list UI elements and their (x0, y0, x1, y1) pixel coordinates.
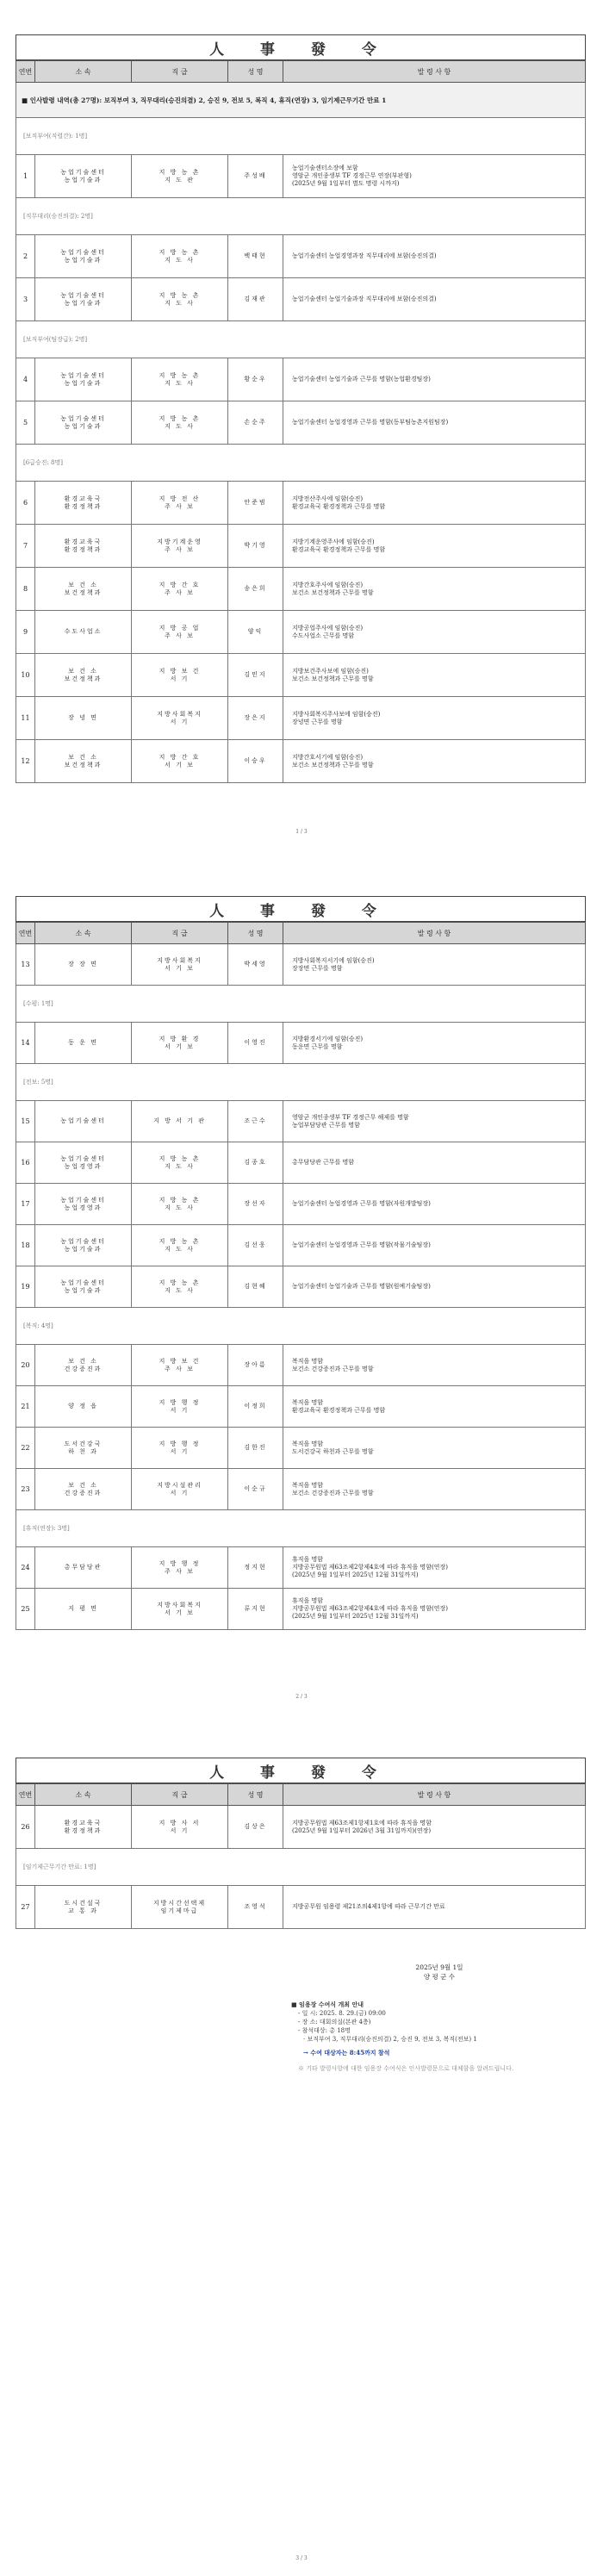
cell-org: 보 건 소 건강증진과 (35, 1345, 132, 1386)
cell-grade: 지 방 사 서 서 기 (132, 1806, 228, 1849)
cell-name: 정지현 (228, 1547, 283, 1589)
cell-name: 장아름 (228, 1345, 283, 1386)
cell-name: 김민지 (228, 654, 283, 697)
cell-org: 보 건 소 보건정책과 (35, 654, 132, 697)
cell-name: 이순규 (228, 1469, 283, 1510)
cell-no: 24 (16, 1547, 35, 1589)
notice-line: · 보직부여 3, 직무대리(승진의결) 2, 승진 9, 전보 3, 복직(전보) 1 (303, 2036, 477, 2043)
cell-org: 도서건강국 하 천 과 (35, 1428, 132, 1469)
table-row (16, 1142, 586, 1184)
cell-name: 주성배 (228, 155, 283, 198)
appointment-table (16, 1783, 586, 1929)
table-row (16, 1345, 586, 1386)
cell-name: 박세영 (228, 944, 283, 986)
cell-org: 보 건 소 건강증진과 (35, 1469, 132, 1510)
table-row (16, 697, 586, 740)
cell-no: 27 (16, 1886, 35, 1929)
cell-name: 김재관 (228, 278, 283, 321)
cell-name: 안준범 (228, 482, 283, 525)
header-detail: 발 령 사 항 (283, 923, 586, 944)
cell-detail: 복직을 명함 환경교육국 환경정책과 근무를 명함 (283, 1386, 586, 1428)
cell-name: 류지현 (228, 1589, 283, 1630)
cell-no: 7 (16, 525, 35, 568)
cell-org: 총무담당관 (35, 1547, 132, 1589)
table-row (16, 1225, 586, 1266)
cell-name: 장은지 (228, 697, 283, 740)
table-row (16, 525, 586, 568)
cell-name: 박기영 (228, 525, 283, 568)
group-header-row (16, 1308, 586, 1345)
cell-name: 김종호 (228, 1142, 283, 1184)
cell-no: 25 (16, 1589, 35, 1630)
cell-no: 18 (16, 1225, 35, 1266)
cell-detail: 지방공업주사에 임함(승진) 수도사업소 근무를 명함 (283, 611, 586, 654)
appointment-table (16, 922, 586, 1630)
table-header (16, 1784, 586, 1806)
cell-org: 농업기술센터 농업기술과 (35, 278, 132, 321)
group-header-row (16, 1510, 586, 1547)
cell-detail: 농업기술센터 농업경영과 근무를 명함(자원개발팀장) (283, 1184, 586, 1225)
table-row (16, 401, 586, 445)
signature-block (370, 1963, 508, 1982)
cell-no: 20 (16, 1345, 35, 1386)
cell-grade: 지 방 행 정 서 기 (132, 1428, 228, 1469)
cell-detail: 지방사회복지주사보에 임함(승진) 장녕면 근무를 명함 (283, 697, 586, 740)
cell-grade: 지 방 농 촌 지 도 사 (132, 1225, 228, 1266)
cell-name: 김현혜 (228, 1266, 283, 1308)
table-row (16, 278, 586, 321)
cell-grade: 지방사회복지 서 기 보 (132, 1589, 228, 1630)
cell-name: 송은희 (228, 568, 283, 611)
cell-no: 10 (16, 654, 35, 697)
header-no: 연번 (16, 61, 35, 83)
header-grade: 직 급 (132, 61, 228, 83)
cell-detail: 휴직을 명함 지방공무원법 제63조제2항제4호에 따라 휴직을 명함(연장) (2025년 9월 1일부터 2025년 12월 31일까지) (283, 1547, 586, 1589)
table-row (16, 1023, 586, 1064)
notice-line: - 장 소: 대회의실(본관 4층) (298, 2019, 371, 2025)
cell-detail: 농업기술센터 농업기술과 근무를 명함(원예기술팀장) (283, 1266, 586, 1308)
header-detail: 발 령 사 항 (283, 1784, 586, 1806)
cell-grade: 지 방 농 촌 지 도 사 (132, 1142, 228, 1184)
table-row (16, 482, 586, 525)
cell-org: 장 장 면 (35, 944, 132, 986)
cell-grade: 지 방 환 경 서 기 보 (132, 1023, 228, 1064)
cell-no: 11 (16, 697, 35, 740)
group-label: [보직부여(팀장급): 2명] (16, 321, 586, 358)
table-row (16, 1101, 586, 1142)
cell-detail: 지방공무원 임용령 제21조의4제1항에 따라 근무기간 만료 (283, 1886, 586, 1929)
cell-detail: 지방보건주사보에 임함(승진) 보건소 보건정책과 근무를 명함 (283, 654, 586, 697)
cell-name: 이승우 (228, 740, 283, 783)
cell-org: 도시건설국 교 통 과 (35, 1886, 132, 1929)
cell-grade: 지방기계운영 주 사 보 (132, 525, 228, 568)
cell-grade: 지 방 보 건 주 사 보 (132, 1345, 228, 1386)
cell-org: 장 녕 면 (35, 697, 132, 740)
cell-detail: 농업기술센터 농업경영과 근무를 명함(작물기술팀장) (283, 1225, 586, 1266)
cell-detail: 농업기술센터 농업기술과 근무를 명함(농업환경팀장) (283, 358, 586, 401)
cell-grade: 지방사회복지 서 기 (132, 697, 228, 740)
cell-no: 9 (16, 611, 35, 654)
cell-grade: 지 방 농 촌 지 도 사 (132, 1184, 228, 1225)
cell-name: 조근수 (228, 1101, 283, 1142)
cell-no: 1 (16, 155, 35, 198)
cell-detail: 농업기술센터 농업경영과장 직무대리에 보함(승진의결) (283, 235, 586, 278)
summary-text: ■ 인사발령 내역(총 27명): 보직부여 3, 직무대리(승진의결) 2, 승진 9, 전보 5, 복직 4, 휴직(연장) 3, 임기제근무기간 만료 1 (16, 83, 586, 118)
cell-name: 손순주 (228, 401, 283, 445)
document-title: 人 事 發 令 (16, 34, 586, 60)
document-title: 人 事 發 令 (16, 1758, 586, 1783)
cell-org: 보 건 소 보건정책과 (35, 568, 132, 611)
cell-grade: 지 방 보 건 서 기 (132, 654, 228, 697)
cell-org: 양 정 읍 (35, 1386, 132, 1428)
issue-date: 2025년 9월 1일 (415, 1963, 463, 1971)
ceremony-notice (291, 2000, 584, 2073)
table-row (16, 740, 586, 783)
group-label: [복직: 4명] (16, 1308, 586, 1345)
cell-detail: 지방사회복지서기에 임함(승진) 장장면 근무를 명함 (283, 944, 586, 986)
group-label: [수평: 1명] (16, 986, 586, 1023)
cell-name: 황순우 (228, 358, 283, 401)
cell-name: 백태현 (228, 235, 283, 278)
cell-no: 2 (16, 235, 35, 278)
cell-org: 농업기술센터 농업기술과 (35, 1266, 132, 1308)
header-no: 연번 (16, 1784, 35, 1806)
issuer-title: 양 평 군 수 (423, 1973, 456, 1981)
cell-grade: 지 방 간 호 서 기 보 (132, 740, 228, 783)
cell-grade: 지 방 전 산 주 사 보 (132, 482, 228, 525)
table-row (16, 944, 586, 986)
cell-org: 농업기술센터 농업경영과 (35, 1142, 132, 1184)
appointment-table (16, 60, 586, 783)
table-body (16, 1806, 586, 1929)
cell-detail: 지방전산주사에 임함(승진) 환경교육국 환경정책과 근무를 명함 (283, 482, 586, 525)
cell-detail: 농업기술센터소장에 보함 영암군 개인종생부 TF 경정근무 연장(부판형) (2025년 9월 1일부터 별도 명령 시까지) (283, 155, 586, 198)
notice-line: - 일 시: 2025. 8. 29.(금) 09:00 (298, 2010, 386, 2017)
notice-footnote: ※ 기타 발령사항에 대한 임용장 수여식은 인사발령문으로 대체함을 알려드립니다. (298, 2065, 514, 2072)
page-2 (16, 896, 586, 1630)
cell-name: 김상은 (228, 1806, 283, 1849)
cell-no: 15 (16, 1101, 35, 1142)
page-number: 3 / 3 (295, 2555, 308, 2561)
cell-org: 보 건 소 보건정책과 (35, 740, 132, 783)
cell-org: 환경교육국 환경정책과 (35, 482, 132, 525)
group-header-row (16, 1064, 586, 1101)
cell-no: 19 (16, 1266, 35, 1308)
cell-org: 농업기술센터 농업기술과 (35, 155, 132, 198)
header-org: 소 속 (35, 923, 132, 944)
notice-title: ■ 임용장 수여식 개최 안내 (291, 2000, 364, 2008)
cell-name: 김선웅 (228, 1225, 283, 1266)
table-row (16, 1469, 586, 1510)
table-header (16, 923, 586, 944)
cell-name: 김한진 (228, 1428, 283, 1469)
cell-org: 농업기술센터 (35, 1101, 132, 1142)
cell-grade: 지 방 행 정 주 사 보 (132, 1547, 228, 1589)
table-row (16, 611, 586, 654)
cell-no: 4 (16, 358, 35, 401)
cell-no: 16 (16, 1142, 35, 1184)
cell-detail: 지방공무원법 제63조제1항제1호에 따라 휴직을 명함 (2025년 9월 1일부터 2026년 3월 31일까지)(연장) (283, 1806, 586, 1849)
header-org: 소 속 (35, 1784, 132, 1806)
document-title: 人 事 發 令 (16, 896, 586, 922)
cell-org: 동 운 면 (35, 1023, 132, 1064)
group-label: [휴직(연장): 3명] (16, 1510, 586, 1547)
cell-no: 13 (16, 944, 35, 986)
cell-org: 농업기술센터 농업기술과 (35, 235, 132, 278)
cell-no: 21 (16, 1386, 35, 1428)
cell-detail: 농업기술센터 농업기술과장 직무대리에 보함(승진의결) (283, 278, 586, 321)
cell-grade: 지방시간선택제 임기제마급 (132, 1886, 228, 1929)
cell-name: 이영진 (228, 1023, 283, 1064)
cell-org: 환경교육국 환경정책과 (35, 1806, 132, 1849)
table-row (16, 568, 586, 611)
table-body (16, 83, 586, 783)
notice-line: - 참석대상: 총 18명 (298, 2027, 351, 2034)
cell-org: 농업기술센터 농업기술과 (35, 1225, 132, 1266)
cell-name: 이정희 (228, 1386, 283, 1428)
cell-grade: 지 방 농 촌 지 도 사 (132, 358, 228, 401)
group-label: [6급승진: 8명] (16, 445, 586, 482)
cell-detail: 영암군 개인종생부 TF 경정근무 해제를 명함 농업부담당관 근무를 명함 (283, 1101, 586, 1142)
table-row (16, 235, 586, 278)
group-label: [전보: 5명] (16, 1064, 586, 1101)
header-name: 성 명 (228, 1784, 283, 1806)
cell-detail: 총무담당관 근무를 명함 (283, 1142, 586, 1184)
table-row (16, 1886, 586, 1929)
table-row (16, 1589, 586, 1630)
cell-grade: 지 방 농 촌 지 도 관 (132, 155, 228, 198)
cell-no: 6 (16, 482, 35, 525)
cell-grade: 지 방 농 촌 지 도 사 (132, 278, 228, 321)
header-grade: 직 급 (132, 923, 228, 944)
cell-detail: 휴직을 명함 지방공무원법 제63조제2항제4호에 따라 휴직을 명함(연장) (2025년 9월 1일부터 2025년 12월 31일까지) (283, 1589, 586, 1630)
table-body (16, 944, 586, 1630)
page-number: 1 / 3 (295, 829, 308, 835)
cell-no: 5 (16, 401, 35, 445)
cell-no: 14 (16, 1023, 35, 1064)
cell-grade: 지 방 행 정 서 기 (132, 1386, 228, 1428)
header-detail: 발 령 사 항 (283, 61, 586, 83)
cell-detail: 복직을 명함 도서건강국 하천과 근무를 명함 (283, 1428, 586, 1469)
cell-detail: 지방기계운영주사에 임함(승진) 환경교육국 환경정책과 근무를 명함 (283, 525, 586, 568)
cell-no: 23 (16, 1469, 35, 1510)
cell-no: 8 (16, 568, 35, 611)
table-row (16, 654, 586, 697)
table-row (16, 1266, 586, 1308)
group-header-row (16, 1849, 586, 1886)
page-1 (16, 34, 586, 783)
header-no: 연번 (16, 923, 35, 944)
header-org: 소 속 (35, 61, 132, 83)
table-row (16, 155, 586, 198)
cell-grade: 지 방 간 호 주 사 보 (132, 568, 228, 611)
cell-grade: 지 방 농 촌 지 도 사 (132, 235, 228, 278)
cell-org: 수도사업소 (35, 611, 132, 654)
cell-org: 지 평 면 (35, 1589, 132, 1630)
cell-name: 장선자 (228, 1184, 283, 1225)
table-row (16, 1184, 586, 1225)
cell-grade: 지 방 농 촌 지 도 사 (132, 401, 228, 445)
header-name: 성 명 (228, 923, 283, 944)
table-row (16, 358, 586, 401)
table-row (16, 1428, 586, 1469)
cell-no: 22 (16, 1428, 35, 1469)
cell-org: 농업기술센터 농업기술과 (35, 358, 132, 401)
table-header (16, 61, 586, 83)
cell-grade: 지방사회복지 서 기 보 (132, 944, 228, 986)
cell-detail: 지방환경서기에 임함(승진) 동운면 근무를 명함 (283, 1023, 586, 1064)
group-label: [임기제근무기간 만료: 1명] (16, 1849, 586, 1886)
cell-name: 조영석 (228, 1886, 283, 1929)
notice-highlight: → 수여 대상자는 8:45까지 참석 (303, 2049, 390, 2056)
group-label: [보직부여(직렬간): 1명] (16, 118, 586, 155)
group-header-row (16, 118, 586, 155)
cell-org: 농업기술센터 농업기술과 (35, 401, 132, 445)
page-number: 2 / 3 (295, 1694, 308, 1700)
cell-detail: 지방간호서기에 임함(승진) 보건소 보건정책과 근무를 명함 (283, 740, 586, 783)
table-row (16, 1806, 586, 1849)
cell-org: 환경교육국 환경정책과 (35, 525, 132, 568)
cell-no: 12 (16, 740, 35, 783)
cell-no: 17 (16, 1184, 35, 1225)
cell-grade: 지 방 서 기 관 (132, 1101, 228, 1142)
cell-name: 양익 (228, 611, 283, 654)
table-row (16, 1547, 586, 1589)
table-row (16, 1386, 586, 1428)
cell-grade: 지방시설관리 서 기 (132, 1469, 228, 1510)
cell-no: 3 (16, 278, 35, 321)
page-3 (16, 1758, 586, 1929)
cell-detail: 복직을 명함 보건소 건강증진과 근무를 명함 (283, 1469, 586, 1510)
cell-org: 농업기술센터 농업경영과 (35, 1184, 132, 1225)
cell-grade: 지 방 농 촌 지 도 사 (132, 1266, 228, 1308)
header-name: 성 명 (228, 61, 283, 83)
group-header-row (16, 321, 586, 358)
group-header-row (16, 445, 586, 482)
group-label: [직무대리(승진의결): 2명] (16, 198, 586, 235)
cell-detail: 농업기술센터 농업경영과 근무를 명함(동부팀농촌지원팀장) (283, 401, 586, 445)
cell-no: 26 (16, 1806, 35, 1849)
header-grade: 직 급 (132, 1784, 228, 1806)
cell-detail: 복직을 명함 보건소 건강증진과 근무를 명함 (283, 1345, 586, 1386)
cell-grade: 지 방 공 업 주 사 보 (132, 611, 228, 654)
cell-detail: 지방간호주사에 임함(승진) 보건소 보건정책과 근무를 명함 (283, 568, 586, 611)
group-header-row (16, 986, 586, 1023)
group-header-row (16, 198, 586, 235)
